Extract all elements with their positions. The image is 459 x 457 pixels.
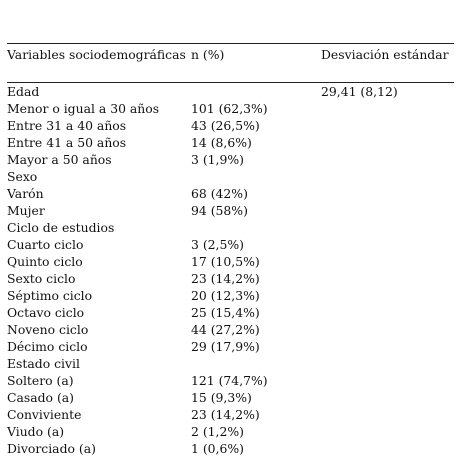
row-label: Entre 31 a 40 años: [7, 118, 127, 133]
row-standard-deviation: [321, 185, 454, 202]
row-label: Menor o igual a 30 años: [7, 101, 160, 116]
table-row: [7, 389, 454, 406]
row-label: Ciclo de estudios: [7, 220, 115, 235]
row-n-percent: 68 (42%): [191, 186, 248, 201]
table-row: [7, 151, 454, 168]
row-standard-deviation: [321, 236, 454, 253]
row-n-percent: [191, 168, 321, 185]
row-n-percent: [191, 83, 321, 100]
row-label: Estado civil: [7, 356, 80, 371]
row-standard-deviation: [321, 304, 454, 321]
row-n-percent: 15 (9,3%): [191, 390, 252, 405]
row-standard-deviation: [321, 134, 454, 151]
row-standard-deviation: 29,41 (8,12): [321, 84, 398, 99]
table-row: [7, 372, 454, 389]
row-label: Conviviente: [7, 407, 82, 422]
table-row: [7, 185, 454, 202]
row-label: Entre 41 a 50 años: [7, 135, 127, 150]
row-standard-deviation: [321, 423, 454, 440]
row-standard-deviation: [321, 151, 454, 168]
table-row: [7, 406, 454, 423]
table-row: [7, 287, 454, 304]
row-standard-deviation: [321, 287, 454, 304]
table-row: [7, 134, 454, 151]
row-label: Soltero (a): [7, 373, 74, 388]
row-label: Sexto ciclo: [7, 271, 76, 286]
row-label: Mayor a 50 años: [7, 152, 112, 167]
row-n-percent: 94 (58%): [191, 203, 248, 218]
row-n-percent: 121 (74,7%): [191, 373, 268, 388]
row-label: Noveno ciclo: [7, 322, 89, 337]
row-n-percent: [191, 219, 321, 236]
row-label: Cuarto ciclo: [7, 237, 84, 252]
table-row: [7, 338, 454, 355]
row-n-percent: 23 (14,2%): [191, 407, 260, 422]
sociodemographic-table: [7, 43, 454, 457]
row-n-percent: 43 (26,5%): [191, 118, 260, 133]
header-n-percent: n (%): [191, 47, 225, 62]
row-label: Séptimo ciclo: [7, 288, 93, 303]
row-standard-deviation: [321, 355, 454, 372]
row-standard-deviation: [321, 219, 454, 236]
row-standard-deviation: [321, 389, 454, 406]
row-standard-deviation: [321, 117, 454, 134]
row-n-percent: 20 (12,3%): [191, 288, 260, 303]
row-standard-deviation: [321, 372, 454, 389]
row-n-percent: 1 (0,6%): [191, 441, 244, 456]
row-n-percent: 23 (14,2%): [191, 271, 260, 286]
row-standard-deviation: [321, 168, 454, 185]
table-header: [7, 44, 454, 82]
row-n-percent: 17 (10,5%): [191, 254, 260, 269]
header-variables: Variables sociodemográficas: [7, 47, 186, 62]
table-row: [7, 219, 454, 236]
table-row: [7, 423, 454, 440]
row-standard-deviation: [321, 406, 454, 423]
row-n-percent: 101 (62,3%): [191, 101, 268, 116]
row-label: Quinto ciclo: [7, 254, 83, 269]
row-n-percent: 44 (27,2%): [191, 322, 260, 337]
row-label: Divorciado (a): [7, 441, 96, 456]
row-standard-deviation: [321, 321, 454, 338]
header-standard-deviation: Desviación estándar: [321, 47, 449, 62]
row-n-percent: [191, 355, 321, 372]
row-standard-deviation: [321, 270, 454, 287]
row-label: Casado (a): [7, 390, 74, 405]
table-row: [7, 117, 454, 134]
row-label: Décimo ciclo: [7, 339, 88, 354]
row-label: Varón: [7, 186, 44, 201]
table-row: [7, 270, 454, 287]
row-n-percent: 3 (1,9%): [191, 152, 244, 167]
row-label: Sexo: [7, 169, 38, 184]
table-row: [7, 304, 454, 321]
row-n-percent: 29 (17,9%): [191, 339, 260, 354]
row-label: Mujer: [7, 203, 45, 218]
table-row: [7, 168, 454, 185]
row-standard-deviation: [321, 100, 454, 117]
row-standard-deviation: [321, 202, 454, 219]
row-label: Octavo ciclo: [7, 305, 85, 320]
row-n-percent: 25 (15,4%): [191, 305, 260, 320]
row-n-percent: 2 (1,2%): [191, 424, 244, 439]
row-standard-deviation: [321, 338, 454, 355]
row-n-percent: 3 (2,5%): [191, 237, 244, 252]
table-row: [7, 236, 454, 253]
table-body: [7, 83, 454, 457]
table-row: [7, 202, 454, 219]
row-n-percent: 14 (8,6%): [191, 135, 252, 150]
row-label: Edad: [7, 84, 40, 99]
table-row: [7, 321, 454, 338]
table-row: [7, 253, 454, 270]
row-standard-deviation: [321, 253, 454, 270]
table-row: [7, 100, 454, 117]
row-label: Viudo (a): [7, 424, 65, 439]
table-row: [7, 83, 454, 100]
table-row: [7, 355, 454, 372]
